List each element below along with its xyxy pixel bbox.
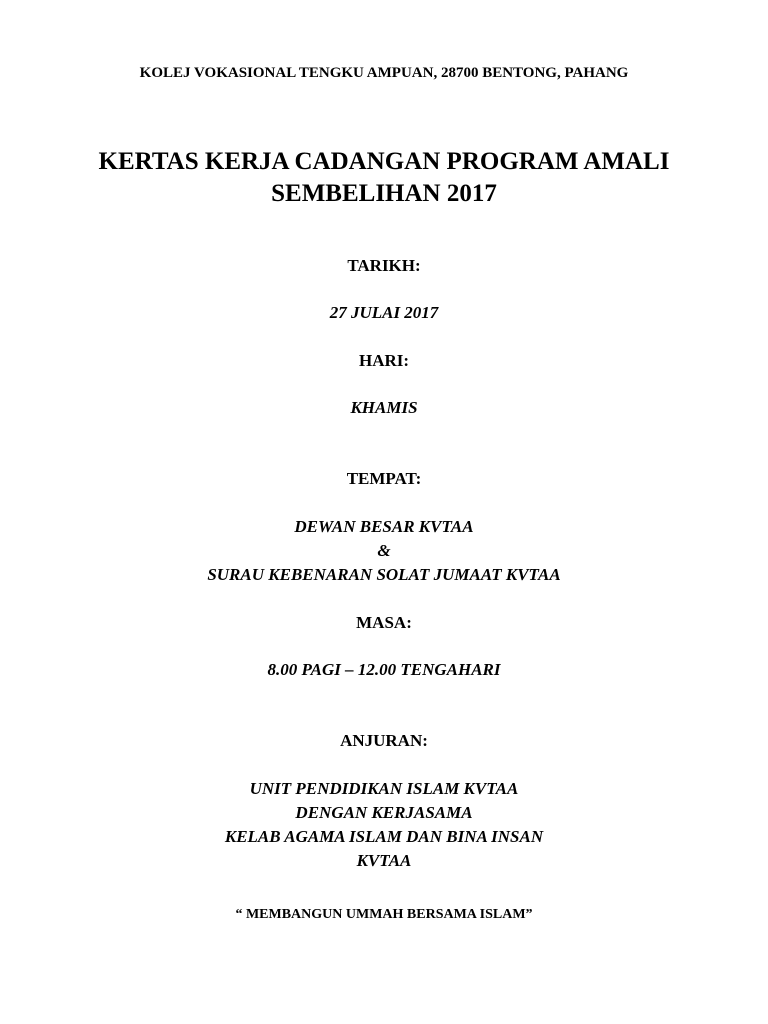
institution-header: KOLEJ VOKASIONAL TENGKU AMPUAN, 28700 BENTONG, PAHANG [139, 65, 629, 81]
date-label: TARIKH: [347, 256, 421, 275]
organizer-line-3: KELAB AGAMA ISLAM DAN BINA INSAN [224, 827, 544, 846]
organizer-label: ANJURAN: [340, 731, 428, 750]
venue-line-2: & [377, 541, 391, 560]
date-value: 27 JULAI 2017 [329, 303, 439, 322]
organizer-line-1: UNIT PENDIDIKAN ISLAM KVTAA [249, 779, 519, 798]
document-title-line-2: SEMBELIHAN 2017 [271, 180, 497, 207]
motto: “ MEMBANGUN UMMAH BERSAMA ISLAM” [235, 907, 533, 922]
time-value: 8.00 PAGI – 12.00 TENGAHARI [267, 660, 501, 679]
organizer-line-4: KVTAA [356, 851, 412, 870]
venue-line-3: SURAU KEBENARAN SOLAT JUMAAT KVTAA [207, 565, 561, 584]
day-value: KHAMIS [350, 398, 418, 417]
organizer-line-2: DENGAN KERJASAMA [295, 803, 473, 822]
document-title-line-1: KERTAS KERJA CADANGAN PROGRAM AMALI [98, 148, 670, 175]
day-label: HARI: [358, 351, 410, 370]
venue-label: TEMPAT: [346, 469, 422, 488]
venue-line-1: DEWAN BESAR KVTAA [294, 517, 474, 536]
time-label: MASA: [356, 613, 412, 632]
